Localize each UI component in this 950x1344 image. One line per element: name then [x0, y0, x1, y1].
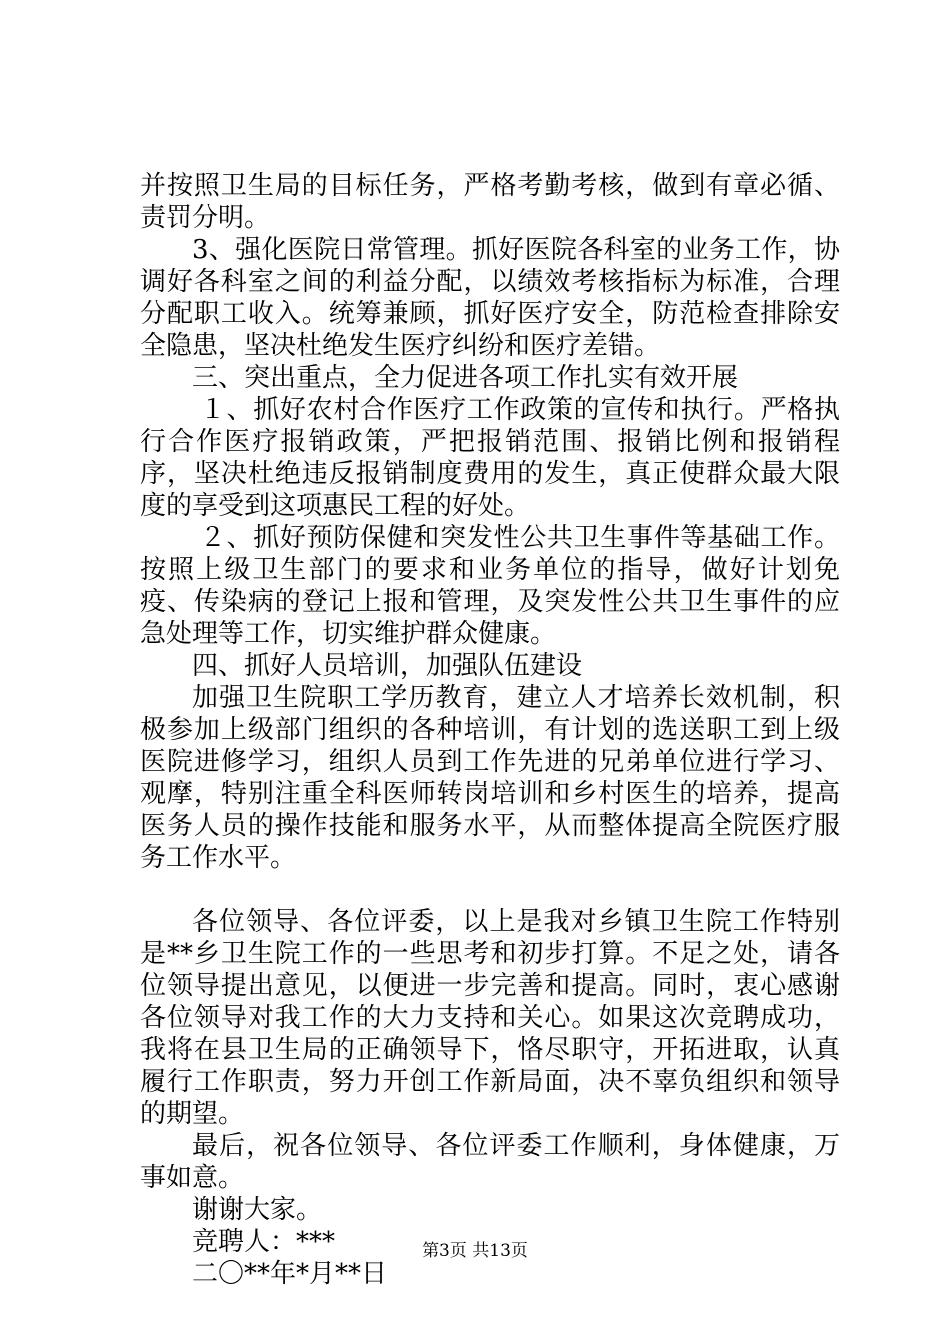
paragraph-continuation: 并按照卫生局的目标任务，严格考勤考核，做到有章必循、责罚分明。 [140, 171, 840, 233]
blank-line [140, 874, 840, 906]
section-heading-3: 三、突出重点，全力促进各项工作扎实有效开展 [192, 363, 739, 393]
paragraph-training: 加强卫生院职工学历教育，建立人才培养长效机制，积极参加上级部门组织的各种培训，有计划的选送职工到上级医院进修学习，组织人员到工作先进的兄弟单位进行学习、观摩，特别注重全科医师转岗培训和乡村医生的培养，提高医务人员的操作技能和服务水平，从而整体提高全院医疗服务工作水平。 [140, 683, 840, 873]
page-footer: 第3页 共13页 [422, 1241, 528, 1261]
signature-candidate: 竞聘人：*** [192, 1227, 336, 1257]
document-body [140, 170, 840, 1290]
paragraph-wishes: 最后，祝各位领导、各位评委工作顺利，身体健康，万事如意。 [140, 1131, 840, 1193]
paragraph-item-2: ２、抓好预防保健和突发性公共卫生事件等基础工作。按照上级卫生部门的要求和业务单位的指导，做好计划免疫、传染病的登记上报和管理，及突发性公共卫生事件的应急处理等工作，切实维护群众健康。 [140, 523, 840, 649]
paragraph-item-3: 3、强化医院日常管理。抓好医院各科室的业务工作，协调好各科室之间的利益分配，以绩效考核指标为标准，合理分配职工收入。统筹兼顾，抓好医疗安全，防范检查排除安全隐患，坚决杜绝发生医疗纠纷和医疗差错。 [140, 235, 840, 361]
paragraph-thanks: 谢谢大家。 [192, 1195, 323, 1225]
paragraph-item-1: １、抓好农村合作医疗工作政策的宣传和执行。严格执行合作医疗报销政策，严把报销范围、报销比例和报销程序，坚决杜绝违反报销制度费用的发生，真正使群众最大限度的享受到这项惠民工程的好处。 [140, 395, 840, 521]
section-heading-4: 四、抓好人员培训，加强队伍建设 [192, 651, 583, 681]
signature-date: 二〇**年*月**日 [192, 1259, 388, 1289]
paragraph-closing: 各位领导、各位评委，以上是我对乡镇卫生院工作特别是**乡卫生院工作的一些思考和初步打算。不足之处，请各位领导提出意见，以便进一步完善和提高。同时，衷心感谢各位领导对我工作的大力支持和关心。如果这次竞聘成功，我将在县卫生局的正确领导下，恪尽职守，开拓进取，认真履行工作职责，努力开创工作新局面，决不辜负组织和领导的期望。 [140, 907, 840, 1129]
